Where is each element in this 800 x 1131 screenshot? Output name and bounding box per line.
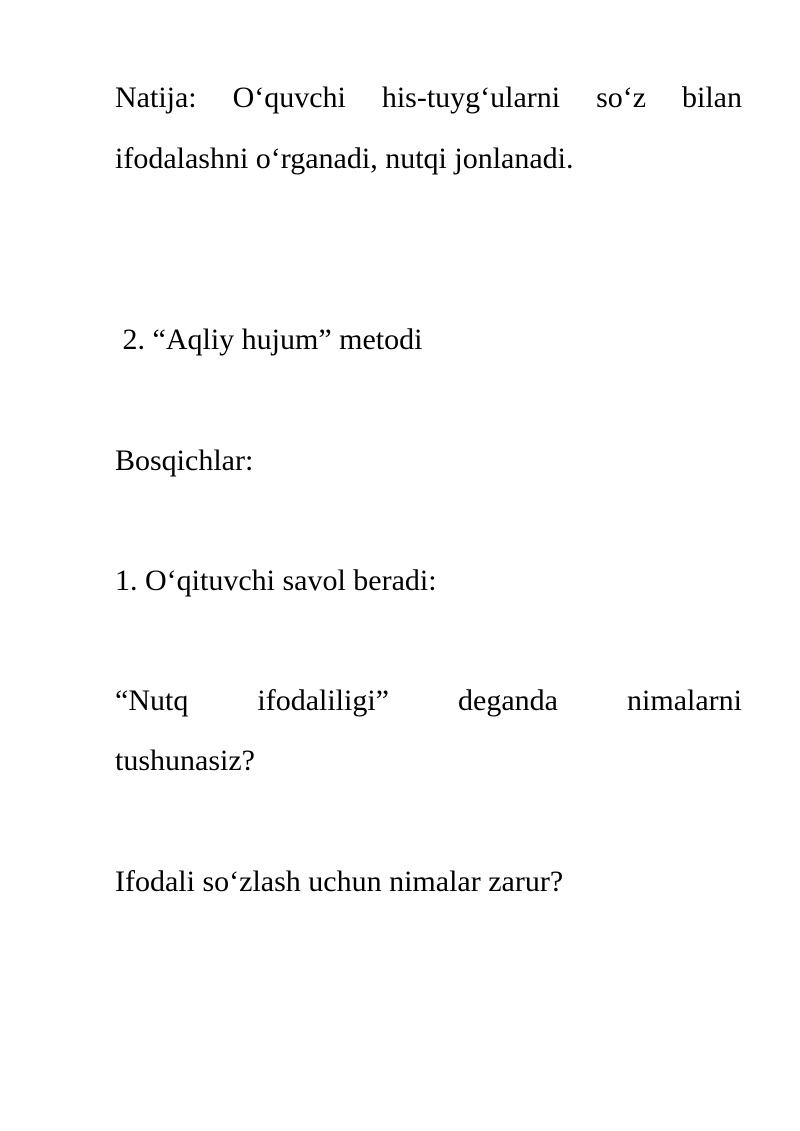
result-text-line-2: ifodalashni o‘rganadi, nutqi jonlanadi. — [115, 142, 574, 175]
result-text-line-1: Natija: O‘quvchi his-tuyg‘ularni so‘z bilan — [115, 81, 742, 114]
question-1-line-1: “Nutq ifodaliligi” deganda nimalarni — [115, 684, 742, 717]
question-1-line-2: tushunasiz? — [115, 744, 255, 777]
stages-label: Bosqichlar: — [115, 444, 254, 477]
question-2-text: Ifodali so‘zlash uchun nimalar zarur? — [115, 865, 564, 898]
method-heading: 2. “Aqliy hujum” metodi — [115, 323, 423, 356]
step-1-text: 1. O‘qituvchi savol beradi: — [115, 564, 437, 597]
